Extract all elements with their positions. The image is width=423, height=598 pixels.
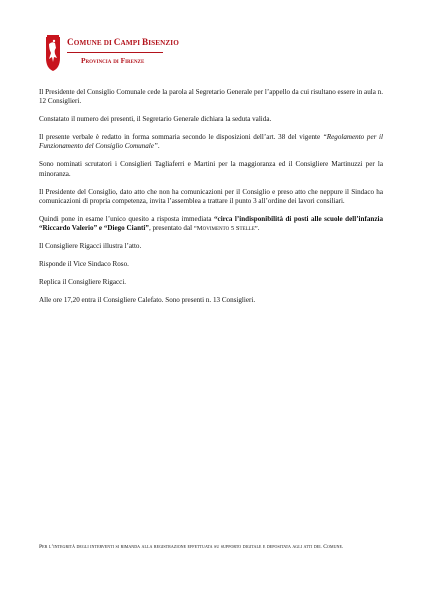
letterhead-text [67,37,179,65]
movimento-name: “Movimento 5 Stelle” [193,224,258,232]
footer-note: Per l’integrità degli interventi si rimanda alla registrazione effettuata su supporto digitale e depositata agli atti del Comune. [39,544,344,550]
paragraph-scrutatori: Sono nominati scrutatori i Consiglieri Tagliaferri e Martini per la maggioranza ed il Consigliere Martinuzzi per la minoranza. [39,160,383,178]
paragraph-verbale: Il presente verbale è redatto in forma sommaria secondo le disposizioni dell’art. 38 del vigente “Regolamento per il Funzionamento del Consiglio Comunale”. [39,133,383,151]
paragraph-appello: Il Presidente del Consiglio Comunale cede la parola al Segretario Generale per l’appello da cui risultano essere in aula n. 12 Consiglieri. [39,88,383,106]
document-body [39,88,383,314]
paragraph-presenze: Alle ore 17,20 entra il Consigliere Calefato. Sono presenti n. 13 Consiglieri. [39,296,256,305]
comune-name: COMUNE DI CAMPI BISENZIO [67,37,179,47]
paragraph-quesito: Quindi pone in esame l’unico quesito a risposta immediata “circa l’indisponibilità di posti alle scuole dell’infanzia “Riccardo Valerio” e “Diego Cianti”, presentato dal “Movimento 5 Stelle”. [39,214,383,232]
header-rule [67,52,163,53]
paragraph-replica: Replica il Consigliere Rigacci. [39,278,127,287]
paragraph-seduta-valida: Constatato il numero dei presenti, il Segretario Generale dichiara la seduta valida. [39,115,272,124]
coat-of-arms-icon [43,34,63,72]
paragraph-risponde: Risponde il Vice Sindaco Roso. [39,260,129,269]
paragraph-illustra: Il Consigliere Rigacci illustra l’atto. [39,242,142,251]
regolamento-title: “Regolamento per il Funzionamento del Consiglio Comunale” [39,133,383,151]
quesito-title: “circa l’indisponibilità di posti alle scuole dell’infanzia “Riccardo Valerio” e “Diego Cianti” [39,214,383,232]
paragraph-comunicazioni: Il Presidente del Consiglio, dato atto che non ha comunicazioni per il Consiglio e preso atto che neppure il Sindaco ha comunicazioni di propria competenza, invita l’assemblea a trattare il punto 3 all’ordine dei lavori consiliari. [39,187,383,205]
provincia-name: Provincia di Firenze [81,56,145,65]
letterhead [43,34,179,72]
